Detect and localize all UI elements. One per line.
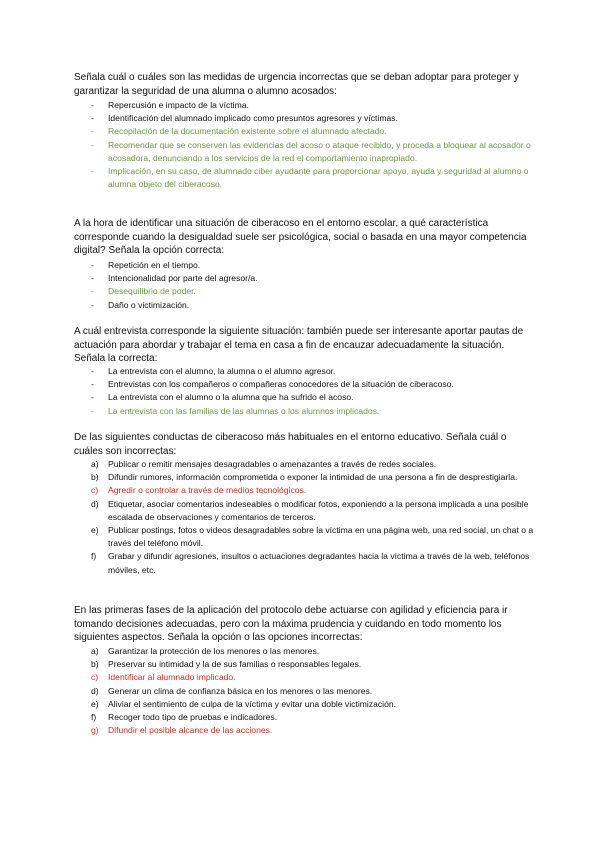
option-text: Identificar al alumnado implicado. [108, 672, 236, 683]
option-marker: b) [91, 659, 99, 670]
option-marker: - [91, 405, 94, 416]
option-item [74, 99, 544, 112]
option-marker: - [91, 260, 94, 270]
question-3-text: A cuál entrevista corresponde la siguiente situación: también puede ser interesante aportar pautas de actuación para abordar y trabajar el tema en casa a fin de encauzar adecuadamente la situación. Señala la correcta: [74, 326, 524, 364]
option-item [74, 711, 544, 724]
option-marker: - [91, 139, 94, 150]
option-text: Grabar y difundir agresiones, insultos o actuaciones degradantes hacia la víctima a través de la web, teléfonos móviles, etc. [108, 551, 530, 575]
option-marker: b) [91, 472, 99, 483]
question-2-options [74, 259, 544, 312]
option-item [74, 259, 544, 272]
option-text: La entrevista con el alumno, la alumna o el alumno agresor. [108, 366, 336, 376]
question-2-text: A la hora de identificar una situación de ciberacoso en el entorno escolar, a qué característica corresponde cuando la desigualdad suele ser psicológica, social o basada en una mayor competencia digital? Señala la opción correcta: [74, 218, 527, 256]
option-item [74, 272, 544, 285]
option-item [74, 658, 544, 671]
option-item-correct [74, 285, 544, 298]
option-marker: f) [91, 551, 97, 562]
option-text: Recomendar que se conserven las evidencias del acoso o ataque recibido, y proceda a bloquear al acosador o acosadora, denunciando a los servicios de la red el comportamiento inapropiado. [108, 139, 531, 163]
question-4-options [74, 458, 544, 577]
option-item [74, 112, 544, 125]
option-item-incorrect [74, 484, 544, 497]
question-1-options [74, 99, 544, 191]
option-text: Repercusión e impacto de la víctima. [108, 100, 249, 110]
option-text: Recoger todo tipo de pruebas e indicadores. [108, 712, 278, 723]
option-marker: - [91, 100, 94, 110]
option-marker: g) [91, 725, 99, 736]
option-item-incorrect [74, 671, 544, 684]
option-item [74, 645, 544, 658]
option-text: Publicar o remitir mensajes desagradables o amenazantes a través de redes sociales. [108, 459, 437, 469]
option-marker: - [91, 113, 94, 124]
option-marker: - [91, 286, 94, 297]
option-item [74, 299, 544, 312]
option-marker: - [91, 392, 94, 403]
option-marker: f) [91, 712, 97, 723]
option-text: Difundir el posible alcance de las acciones. [108, 725, 273, 736]
option-marker: - [91, 299, 94, 310]
option-marker: a) [91, 459, 99, 469]
option-text: Daño o victimización. [108, 299, 190, 310]
option-marker: d) [91, 498, 99, 509]
option-marker: d) [91, 685, 99, 696]
option-item-correct [74, 405, 544, 418]
question-4-text: De las siguientes conductas de ciberacoso más habituales en el entorno educativo. Señala cuál o cuáles son incorrectas: [74, 432, 507, 457]
option-item [74, 471, 544, 484]
option-text: Aliviar el sentimiento de culpa de la víctima y evitar una doble victimización. [108, 698, 397, 709]
option-item [74, 685, 544, 698]
option-text: Publicar postings, fotos o videos desagradables sobre la víctima en una página web, una red social, un chat o a través del teléfono móvil. [108, 525, 534, 549]
option-item [74, 378, 544, 391]
option-item [74, 498, 544, 524]
option-marker: a) [91, 646, 99, 656]
question-1-text: Señala cuál o cuáles son las medidas de urgencia incorrectas que se deban adoptar para proteger y garantizar la seguridad de una alumna o alumno acosados: [74, 72, 519, 97]
option-item [74, 391, 544, 404]
option-text: Garantizar la protección de los menores o las menores. [108, 646, 320, 656]
option-marker: - [91, 273, 94, 284]
option-item [74, 365, 544, 378]
option-marker: - [91, 366, 94, 376]
option-text: La entrevista con el alumno o la alumna que ha sufrido el acoso. [108, 392, 354, 403]
option-marker: c) [91, 672, 99, 683]
option-text: La entrevista con las familias de las alumnas o los alumnos implicados. [108, 405, 380, 416]
option-marker: - [91, 126, 94, 137]
option-marker: - [91, 166, 94, 177]
option-marker: c) [91, 485, 99, 496]
question-5-text: En las primeras fases de la aplicación del protocolo debe actuarse con agilidad y eficiencia para ir tomando decisiones adecuadas, pero con la máxima prudencia y cuidando en todo momento los siguientes aspectos. Señala la opción o las opciones incorrectas: [74, 605, 508, 643]
option-item-correct [74, 139, 544, 165]
option-item-correct [74, 165, 544, 191]
option-text: Generar un clima de confianza básica en los menores o las menores. [108, 685, 373, 696]
option-text: Difundir rumores, información comprometida o exponer la intimidad de una persona a fin de desprestigiarla. [108, 472, 518, 483]
option-item [74, 458, 544, 471]
option-marker: e) [91, 698, 99, 709]
option-item-incorrect [74, 724, 544, 737]
option-text: Preservar su intimidad y la de sus familias o responsables legales. [108, 659, 362, 670]
option-text: Recopilación de la documentación existente sobre el alumnado afectado. [108, 126, 387, 137]
option-text: Entrevistas con los compañeros o compañeras conocedores de la situación de ciberacoso. [108, 379, 454, 390]
option-marker: - [91, 379, 94, 390]
option-item-correct [74, 125, 544, 138]
option-text: Implicación, en su caso, de alumnado ciber ayudante para proporcionar apoyo, ayuda y seguridad al alumno o alumna objeto del ciberacoso. [108, 166, 529, 190]
option-text: Intencionalidad por parte del agresor/a. [108, 273, 258, 284]
question-5-options [74, 645, 544, 737]
option-item [74, 550, 544, 576]
option-item [74, 524, 544, 550]
question-3-options [74, 365, 544, 418]
option-text: Desequilibrio de poder. [108, 286, 196, 297]
option-text: Agredir o controlar a través de medios tecnológicos. [108, 485, 307, 496]
option-item [74, 698, 544, 711]
option-text: Repetición en el tiempo. [108, 260, 201, 270]
option-text: Etiquetar, asociar comentarios indeseables o modificar fotos, exponiendo a la persona implicada a una posible escalada de observaciones y comentarios de terceros. [108, 498, 529, 522]
option-marker: e) [91, 525, 99, 536]
option-text: Identificación del alumnado implicado como presuntos agresores y víctimas. [108, 113, 398, 124]
